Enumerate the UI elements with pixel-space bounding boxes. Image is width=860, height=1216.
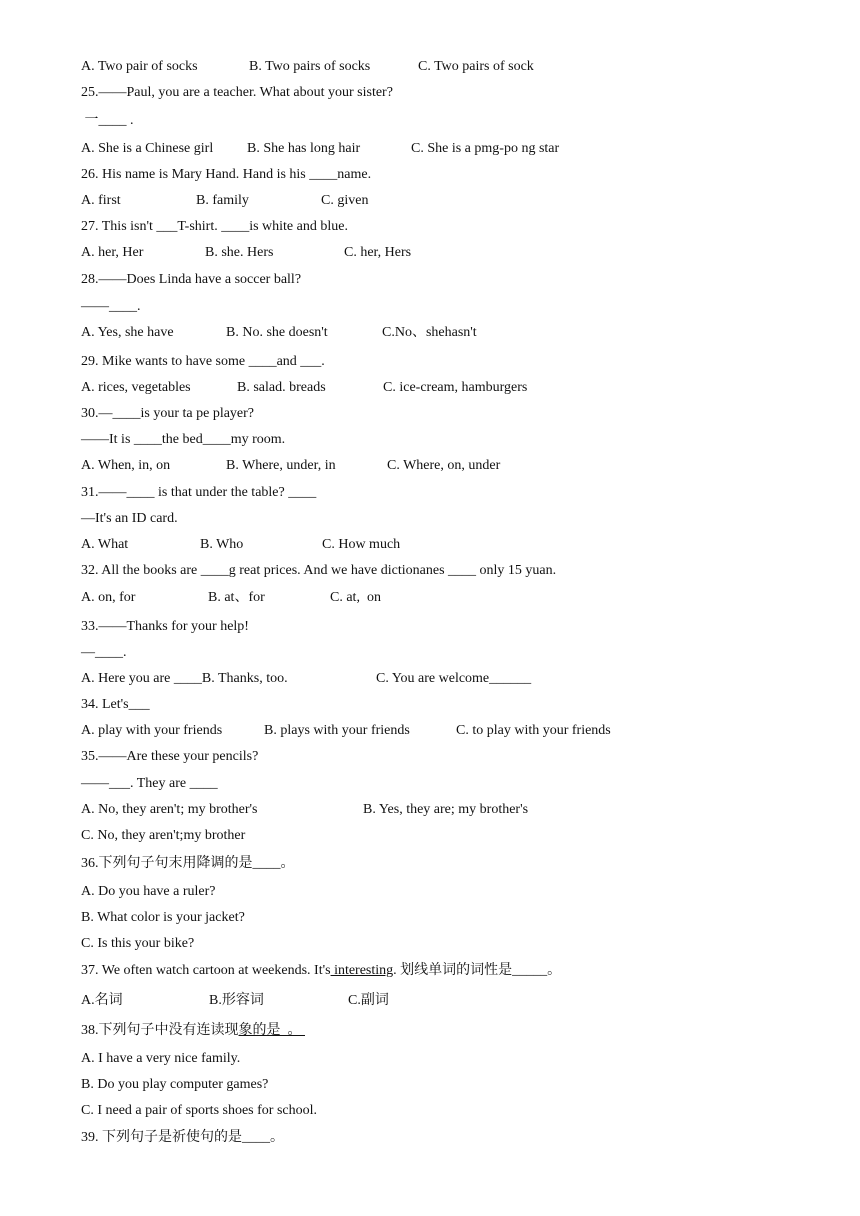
- q27-option-b: B. she. Hers: [205, 245, 274, 260]
- q38-stem-prefix: 38.下列句子中没有连读现: [81, 1023, 239, 1038]
- q29-stem: 29. Mike wants to have some ____and ___.: [81, 354, 325, 369]
- q27-option-c: C. her, Hers: [344, 245, 412, 260]
- q37-option-c: C.副词: [348, 993, 389, 1008]
- q33-stem: 33.——Thanks for your help!: [81, 619, 249, 634]
- q26-option-c: C. given: [321, 193, 369, 208]
- q32-option-b: B. at、for: [208, 590, 265, 605]
- q34-option-a: A. play with your friends: [81, 723, 223, 738]
- q24-option-b: B. Two pairs of socks: [249, 59, 371, 74]
- q34-option-b: B. plays with your friends: [264, 723, 410, 738]
- q36-option-b: B. What color is your jacket?: [81, 910, 245, 925]
- q33-options-a-b: A. Here you are ____B. Thanks, too.: [81, 671, 288, 686]
- q25-answer-blank: 一____ .: [81, 113, 134, 128]
- q37-option-a: A.名词: [81, 993, 123, 1008]
- q31-stem: 31.——____ is that under the table? ____: [81, 485, 317, 500]
- q36-option-c: C. Is this your bike?: [81, 936, 195, 951]
- q30-option-b: B. Where, under, in: [226, 458, 336, 473]
- q38-stem: [81, 1022, 305, 1040]
- q31-option-a: A. What: [81, 537, 129, 552]
- q24-option-a: A. Two pair of socks: [81, 59, 198, 74]
- q36-stem: 36.下列句子句末用降调的是____。: [81, 856, 295, 871]
- q30-line2: ——It is ____the bed____my room.: [81, 432, 286, 447]
- q28-option-a: A. Yes, she have: [81, 325, 174, 340]
- q35-option-a: A. No, they aren't; my brother's: [81, 802, 258, 817]
- q29-option-b: B. salad. breads: [237, 380, 326, 395]
- q35-option-b: B. Yes, they are; my brother's: [363, 802, 529, 817]
- q28-option-b: B. No. she doesn't: [226, 325, 328, 340]
- q29-option-c: C. ice-cream, hamburgers: [383, 380, 528, 395]
- q38-underlined-text: 象的是 。: [238, 1023, 305, 1038]
- q28-stem: 28.——Does Linda have a soccer ball?: [81, 272, 302, 287]
- q33-answer-blank: —____.: [81, 645, 127, 660]
- q36-option-a: A. Do you have a ruler?: [81, 884, 216, 899]
- q26-option-b: B. family: [196, 193, 249, 208]
- q34-stem: 34. Let's___: [81, 697, 150, 712]
- q37-underlined-word: interesting: [330, 963, 394, 978]
- q31-option-c: C. How much: [322, 537, 401, 552]
- q28-answer-blank: ——____.: [81, 299, 141, 314]
- q31-option-b: B. Who: [200, 537, 244, 552]
- q35-stem: 35.——Are these your pencils?: [81, 749, 259, 764]
- q30-stem: 30.—____is your ta pe player?: [81, 406, 255, 421]
- q37-stem-prefix: 37. We often watch cartoon at weekends. It's: [81, 963, 331, 978]
- q24-option-c: C. Two pairs of sock: [418, 59, 534, 74]
- q32-option-a: A. on, for: [81, 590, 136, 605]
- q30-option-a: A. When, in, on: [81, 458, 171, 473]
- q29-option-a: A. rices, vegetables: [81, 380, 191, 395]
- q38-option-b: B. Do you play computer games?: [81, 1077, 269, 1092]
- q37-stem: [81, 962, 561, 980]
- q32-stem: 32. All the books are ____g reat prices. And we have dictionanes ____ only 15 yuan.: [81, 563, 557, 578]
- q39-stem: 39. 下列句子是祈使句的是____。: [81, 1130, 284, 1145]
- q25-option-b: B. She has long hair: [247, 141, 361, 156]
- q27-option-a: A. her, Her: [81, 245, 144, 260]
- q38-option-a: A. I have a very nice family.: [81, 1051, 241, 1066]
- q25-option-a: A. She is a Chinese girl: [81, 141, 214, 156]
- q32-option-c: C. at, on: [330, 590, 381, 605]
- q37-stem-suffix: . 划线单词的词性是_____。: [393, 963, 562, 978]
- q31-line2: —It's an ID card.: [81, 511, 178, 526]
- q25-stem: 25.——Paul, you are a teacher. What about your sister?: [81, 85, 393, 100]
- q28-option-c: C.No、shehasn't: [382, 325, 477, 340]
- q30-option-c: C. Where, on, under: [387, 458, 501, 473]
- q37-option-b: B.形容词: [209, 993, 264, 1008]
- q35-option-c: C. No, they aren't;my brother: [81, 828, 246, 843]
- q35-line2: ——___. They are ____: [81, 776, 218, 791]
- q34-option-c: C. to play with your friends: [456, 723, 611, 738]
- q38-option-c: C. I need a pair of sports shoes for school.: [81, 1103, 318, 1118]
- q27-stem: 27. This isn't ___T-shirt. ____is white and blue.: [81, 219, 348, 234]
- q26-stem: 26. His name is Mary Hand. Hand is his ____name.: [81, 167, 372, 182]
- q25-option-c: C. She is a pmg-po ng star: [411, 141, 560, 156]
- q33-option-c: C. You are welcome______: [376, 671, 532, 686]
- q26-option-a: A. first: [81, 193, 121, 208]
